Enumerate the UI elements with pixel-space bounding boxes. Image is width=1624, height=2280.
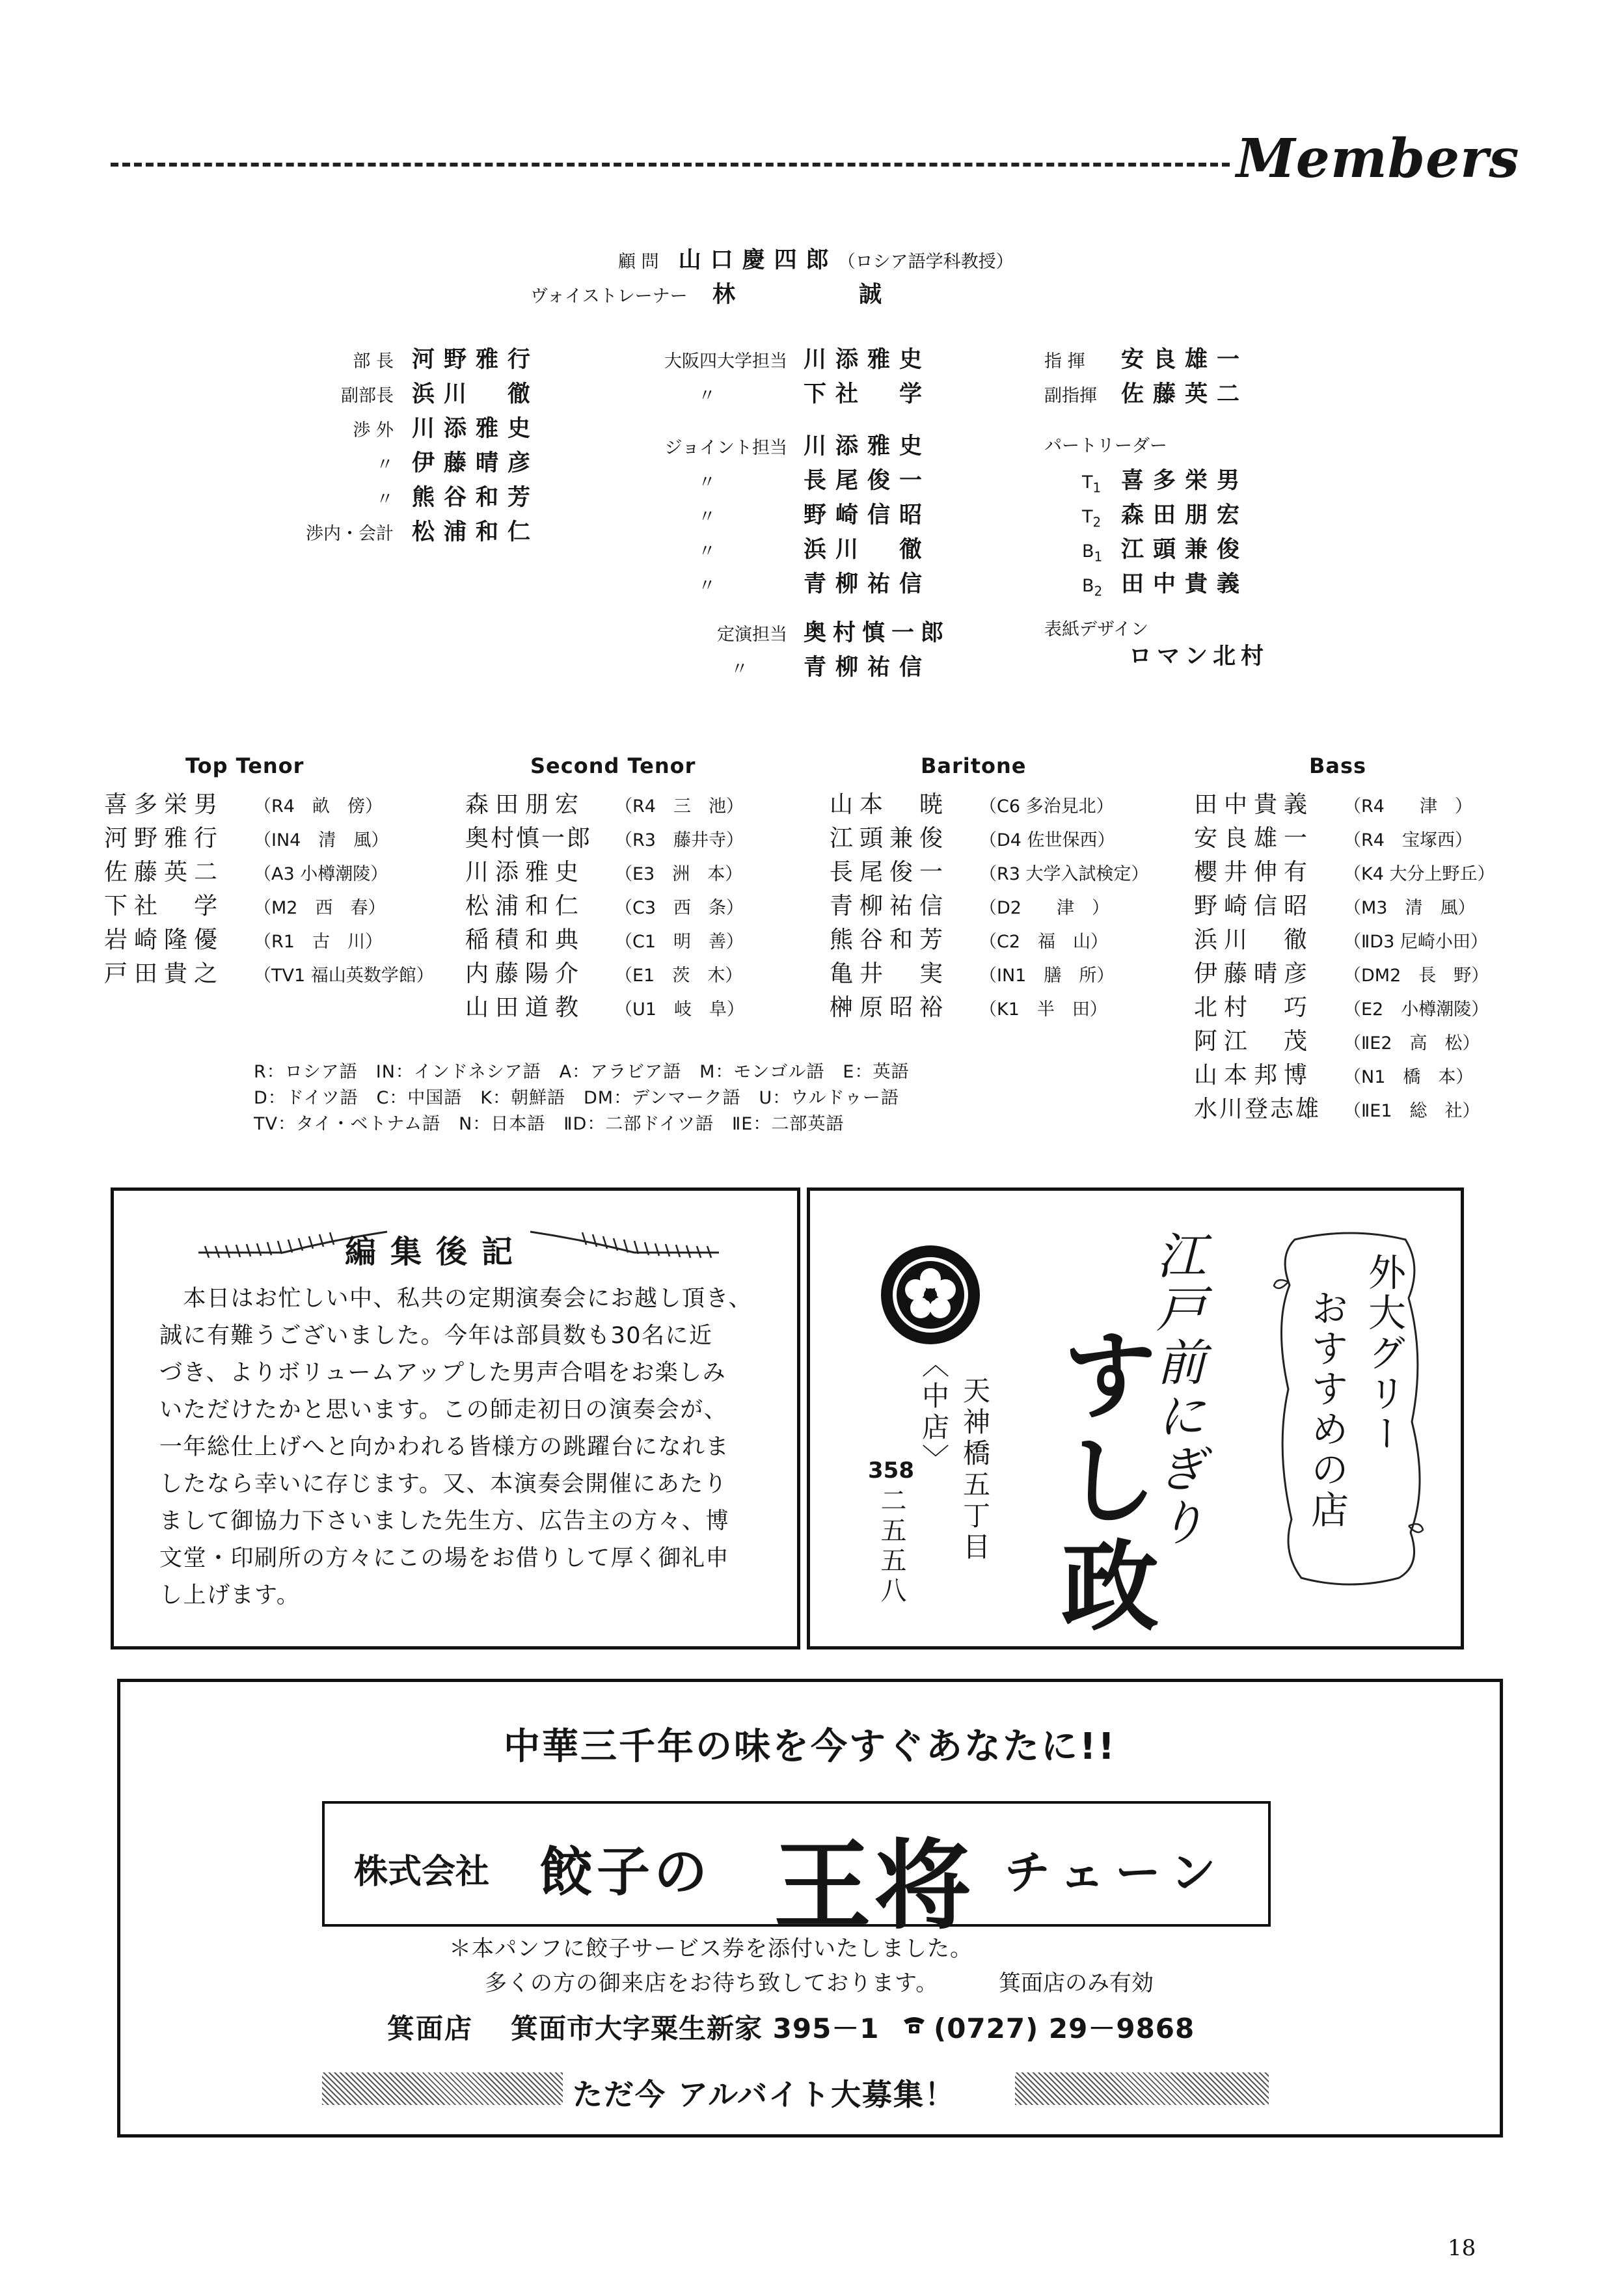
member-name: 田中貴義 [1194, 791, 1314, 818]
officers-middle [625, 342, 989, 684]
cover-design-name: ロマン北村 [1129, 644, 1269, 670]
editor-note-line: 一年総仕上げへと向かわれる皆様方の跳躍台になれま [159, 1434, 730, 1460]
officer-name: 河野雅行 [412, 347, 540, 373]
officers-left [286, 342, 566, 549]
trainer-name: 林 [712, 282, 745, 308]
member-row [104, 921, 434, 955]
part-sub: 2 [1092, 514, 1102, 530]
member-name: 長尾俊一 [830, 859, 950, 886]
officer-name: 野崎信昭 [804, 502, 932, 528]
editor-note-line: したなら幸いに存じます。又、本演奏会開催にあたり [159, 1471, 728, 1497]
members-bass [1194, 786, 1495, 1124]
member-name: 櫻井伸有 [1194, 859, 1314, 886]
officer-name: 佐藤英二 [1121, 381, 1249, 407]
officer-row [625, 376, 989, 428]
member-row [1194, 1023, 1495, 1057]
member-row [830, 955, 1149, 989]
part-code: T [1082, 472, 1093, 493]
recommend-line-1: 外大グリー [1362, 1253, 1406, 1454]
header-rule [111, 163, 1230, 167]
officer-role: 〃 [698, 386, 716, 406]
member-row [830, 989, 1149, 1023]
officer-role: 〃 [698, 507, 716, 527]
member-name: 戸田貴之 [104, 960, 224, 987]
officer-name: 安良雄一 [1121, 347, 1249, 373]
officer-row [625, 532, 989, 566]
member-note: （C2 福 山） [979, 932, 1109, 952]
officer-row [1044, 342, 1305, 376]
member-note: （R4 津 ） [1344, 796, 1472, 817]
member-name: 阿江 茂 [1194, 1028, 1314, 1055]
member-row [104, 955, 434, 989]
member-note: （C3 西 条） [615, 898, 744, 918]
member-row [465, 820, 744, 854]
member-row [1194, 820, 1495, 854]
gyoza-note-3: 箕面店のみ有効 [999, 1970, 1154, 1996]
member-note: （R4 三 池） [615, 796, 744, 817]
member-row [465, 955, 744, 989]
officer-name: 喜多栄男 [1121, 468, 1249, 494]
member-name: 伊藤晴彦 [1194, 960, 1314, 987]
officer-role: 〃 [698, 541, 716, 562]
editor-note-line: 本日はお忙しい中、私共の定期演奏会にお越し頂き、 [159, 1286, 753, 1312]
member-name: 松浦和仁 [465, 893, 586, 919]
recruit-hatch-left [322, 2072, 563, 2105]
member-note: （ⅡE2 高 松） [1344, 1033, 1480, 1053]
member-name: 稲積和典 [465, 927, 586, 953]
officer-name: 青柳祐信 [804, 571, 932, 597]
officer-role: 副部長 [341, 386, 394, 406]
sushi-brand-big: すし政 [1044, 1324, 1159, 1640]
member-row [465, 786, 744, 820]
member-note: （N1 橋 本） [1344, 1067, 1474, 1087]
member-note: （IN1 膳 所） [979, 966, 1115, 986]
member-row [1194, 786, 1495, 820]
member-name: 喜多栄男 [104, 791, 224, 818]
member-note: （D2 津 ） [979, 898, 1109, 918]
sushi-phone-rest: 二五五八 [876, 1487, 906, 1607]
officer-role: 副指揮 [1044, 386, 1097, 406]
sushi-ad-box [807, 1188, 1464, 1649]
members-top-tenor [104, 786, 434, 989]
member-row [104, 888, 434, 921]
officer-name: 熊谷和芳 [412, 485, 540, 511]
member-name: 江頭兼俊 [830, 825, 950, 852]
part-code: T [1082, 507, 1093, 527]
legend-line-3: TV：タイ・ベトナム語 N：日本語 ⅡD：二部ドイツ語 ⅡE：二部英語 [254, 1114, 845, 1134]
member-note: （U1 岐 阜） [615, 999, 744, 1020]
member-row [465, 854, 744, 888]
member-row [830, 820, 1149, 854]
part-leader-label: パートリーダー [1044, 436, 1167, 456]
gyoza-company: 株式会社 [354, 1853, 490, 1892]
officer-row [625, 342, 989, 376]
member-note: （R1 古 川） [254, 932, 383, 952]
member-name: 山田道教 [465, 994, 586, 1021]
member-name: 安良雄一 [1194, 825, 1314, 852]
officer-row [625, 566, 989, 615]
officer-name: 奥村慎一郎 [804, 620, 951, 646]
member-row [1194, 1057, 1495, 1091]
officer-row [625, 428, 989, 463]
gyoza-store-address: 箕面市大字粟生新家 395－1 [511, 2013, 880, 2044]
part-sub: 1 [1092, 480, 1102, 496]
member-note: （ⅡD3 尼崎小田） [1344, 932, 1488, 952]
gyoza-ad-box [117, 1679, 1503, 2138]
part-leader-row [1044, 497, 1305, 532]
officer-role: 大阪四大学担当 [664, 351, 787, 372]
member-note: （M3 清 風） [1344, 898, 1476, 918]
members-baritone [830, 786, 1149, 1023]
part-leader-row [1044, 463, 1305, 497]
part-sub: 2 [1094, 583, 1103, 599]
gyoza-name-frame [322, 1801, 1271, 1943]
members-second-tenor [465, 786, 744, 1023]
member-row [1194, 989, 1495, 1023]
member-note: （A3 小樽潮陵） [254, 864, 388, 884]
member-row [1194, 921, 1495, 955]
member-note: （R3 大学入試検定） [979, 864, 1149, 884]
recruit-hatch-right [1015, 2072, 1269, 2105]
part-code: B [1082, 576, 1094, 596]
officer-role: ジョイント担当 [664, 438, 787, 458]
member-name: 熊谷和芳 [830, 927, 950, 953]
member-row [1194, 888, 1495, 921]
member-row [1194, 1091, 1495, 1124]
page-title: Members [1236, 128, 1520, 190]
trainer-row [530, 277, 891, 309]
editor-note-line: し上げます。 [159, 1582, 301, 1608]
member-row [465, 921, 744, 955]
legend-line-1: R：ロシア語 IN：インドネシア語 A：アラビア語 M：モンゴル語 E：英語 [254, 1062, 910, 1082]
officer-name: 青柳祐信 [804, 655, 932, 681]
officer-row [1044, 376, 1305, 431]
telephone-icon [901, 2014, 927, 2036]
officer-name: 松浦和仁 [412, 519, 540, 545]
member-note: （TV1 福山英数学館） [254, 966, 434, 986]
editor-note-line: いただけたかと思います。この師走初日の演奏会が、 [159, 1397, 728, 1423]
editor-note-box [111, 1188, 800, 1649]
advisor-name: 山口慶四郎 [678, 247, 838, 273]
part-code: B [1082, 541, 1094, 562]
officer-name: 田中貴義 [1121, 571, 1249, 597]
member-name: 奥村慎一郎 [465, 825, 593, 852]
advisor-row [618, 242, 1014, 275]
member-row [104, 820, 434, 854]
member-note: （M2 西 春） [254, 898, 386, 918]
member-row [1194, 854, 1495, 888]
member-row [830, 854, 1149, 888]
page-number: 18 [1448, 2235, 1476, 2261]
officer-row [286, 445, 566, 480]
officer-row [625, 463, 989, 497]
member-note: （R4 宝塚西） [1344, 830, 1472, 850]
officer-role: 〃 [698, 576, 716, 596]
advisor-note: （ロシア語学科教授） [837, 252, 1014, 272]
gyoza-note-1: ＊本パンフに餃子サービス券を添付いたしました。 [449, 1936, 973, 1962]
officer-role: 渉内・会計 [306, 524, 394, 544]
editor-note-line: づき、よりボリュームアップした男声合唱をお楽しみ [159, 1360, 727, 1386]
editor-note-line: 誠に有難うございました。今年は部員数も30名に近 [159, 1323, 713, 1349]
member-note: （IN4 清 風） [254, 830, 389, 850]
officer-name: 川添雅史 [804, 347, 932, 373]
officers-right [1044, 342, 1305, 671]
part-leader-row [1044, 532, 1305, 566]
member-note: （K4 大分上野丘） [1344, 864, 1495, 884]
gyoza-store: 箕面店 [387, 2013, 474, 2044]
officer-name: 江頭兼俊 [1121, 537, 1249, 563]
member-row [465, 989, 744, 1023]
sushi-phone-prefix: 358 [868, 1458, 914, 1484]
member-name: 岩崎隆優 [104, 927, 224, 953]
advisor-role: 顧 問 [618, 252, 659, 272]
member-name: 亀井 実 [830, 960, 950, 987]
officer-role: 指 揮 [1044, 351, 1085, 372]
member-note: （C1 明 善） [615, 932, 744, 952]
officer-row [286, 342, 566, 376]
member-name: 下社 学 [104, 893, 224, 919]
officer-name: 川添雅史 [804, 433, 932, 459]
legend-line-2: D：ドイツ語 C：中国語 K：朝鮮語 DM：デンマーク語 U：ウルドゥー語 [254, 1088, 899, 1108]
member-row [830, 888, 1149, 921]
officer-row [286, 376, 566, 411]
section-title-bass: Bass [1309, 753, 1367, 778]
sushi-address: 天神橋五丁目 [959, 1376, 991, 1564]
member-name: 森田朋宏 [465, 791, 586, 818]
officer-role: 部 長 [353, 351, 394, 372]
member-name: 河野雅行 [104, 825, 224, 852]
gyoza-recruit: ただ今 アルバイト大募集！ [573, 2077, 956, 2112]
officer-name: 下社 学 [804, 381, 932, 407]
part-sub: 1 [1094, 549, 1103, 565]
member-note: （E1 茨 木） [615, 966, 743, 986]
officer-role: 〃 [698, 472, 716, 493]
member-row [830, 921, 1149, 955]
officer-row [286, 480, 566, 514]
member-row [465, 888, 744, 921]
officer-role: 渉 外 [353, 420, 394, 441]
member-row [830, 786, 1149, 820]
officer-name: 森田朋宏 [1121, 502, 1249, 528]
member-name: 水川登志雄 [1194, 1096, 1321, 1122]
member-name: 浜川 徹 [1194, 927, 1314, 953]
member-name: 川添雅史 [465, 859, 586, 886]
part-leader-row [1044, 566, 1305, 615]
editor-note-line: まして御協力下さいました先生方、広告主の方々、博 [159, 1508, 730, 1534]
sushi-brand-small: 江戸前にぎり [1148, 1230, 1206, 1550]
section-title-baritone: Baritone [921, 753, 1027, 778]
gyoza-name-1: 餃子の [539, 1841, 712, 1903]
officer-name: 浜川 徹 [412, 381, 540, 407]
officer-role: 〃 [376, 489, 394, 509]
member-name: 榊原昭裕 [830, 994, 950, 1021]
member-note: （C6 多治見北） [979, 796, 1114, 817]
editor-note-line: 文堂・印刷所の方々にこの場をお借りして厚く御礼申 [159, 1545, 730, 1571]
gyoza-phone: (0727) 29－9868 [934, 2013, 1195, 2044]
member-name: 青柳祐信 [830, 893, 950, 919]
recommend-line-2: おすすめの店 [1305, 1288, 1349, 1530]
member-note: （K1 半 田） [979, 999, 1107, 1020]
trainer-name-2: 誠 [859, 282, 891, 308]
section-title-second-tenor: Second Tenor [530, 753, 696, 778]
member-name: 野崎信昭 [1194, 893, 1314, 919]
member-note: （D4 佐世保西） [979, 830, 1115, 850]
member-name: 山本邦博 [1194, 1062, 1314, 1089]
officer-row [286, 411, 566, 445]
gyoza-headline: 中華三千年の味を今すぐあなたに!! [503, 1726, 1117, 1768]
member-note: （E3 洲 本） [615, 864, 743, 884]
member-row [104, 786, 434, 820]
member-name: 山本 暁 [830, 791, 950, 818]
section-title-top-tenor: Top Tenor [185, 753, 304, 778]
editor-note-body [159, 1281, 778, 1614]
trainer-role: ヴォイストレーナー [530, 286, 688, 306]
officer-row [625, 497, 989, 532]
family-crest-icon [878, 1243, 982, 1347]
editor-note-title: 編集後記 [345, 1234, 528, 1270]
member-name: 北村 巧 [1194, 994, 1314, 1021]
member-row [1194, 955, 1495, 989]
member-name: 内藤陽介 [465, 960, 586, 987]
gyoza-note-2: 多くの方の御来店をお待ち致しております。 [485, 1970, 939, 1996]
sushi-branch: 〈中店〉 [918, 1350, 950, 1475]
gyoza-name-2: 王将 [774, 1828, 975, 1943]
officer-role: 〃 [731, 659, 748, 679]
member-note: （R4 畝 傍） [254, 796, 383, 817]
officer-name: 伊藤晴彦 [412, 450, 540, 476]
officer-row [286, 514, 566, 549]
member-note: （E2 小樽潮陵） [1344, 999, 1489, 1020]
officer-role: 〃 [376, 455, 394, 475]
member-name: 佐藤英二 [104, 859, 224, 886]
officer-name: 浜川 徹 [804, 537, 932, 563]
gyoza-name-3: チェーン [1005, 1846, 1226, 1899]
officer-name: 川添雅史 [412, 416, 540, 442]
officer-role: 定演担当 [717, 625, 787, 645]
officer-name: 長尾俊一 [804, 468, 932, 494]
member-note: （DM2 長 野） [1344, 966, 1489, 986]
member-row [104, 854, 434, 888]
member-note: （ⅡE1 総 社） [1344, 1101, 1480, 1121]
officer-row [625, 615, 989, 649]
cover-design-label: 表紙デザイン [1044, 619, 1149, 640]
member-note: （R3 藤井寺） [615, 830, 744, 850]
officer-row [625, 649, 989, 684]
